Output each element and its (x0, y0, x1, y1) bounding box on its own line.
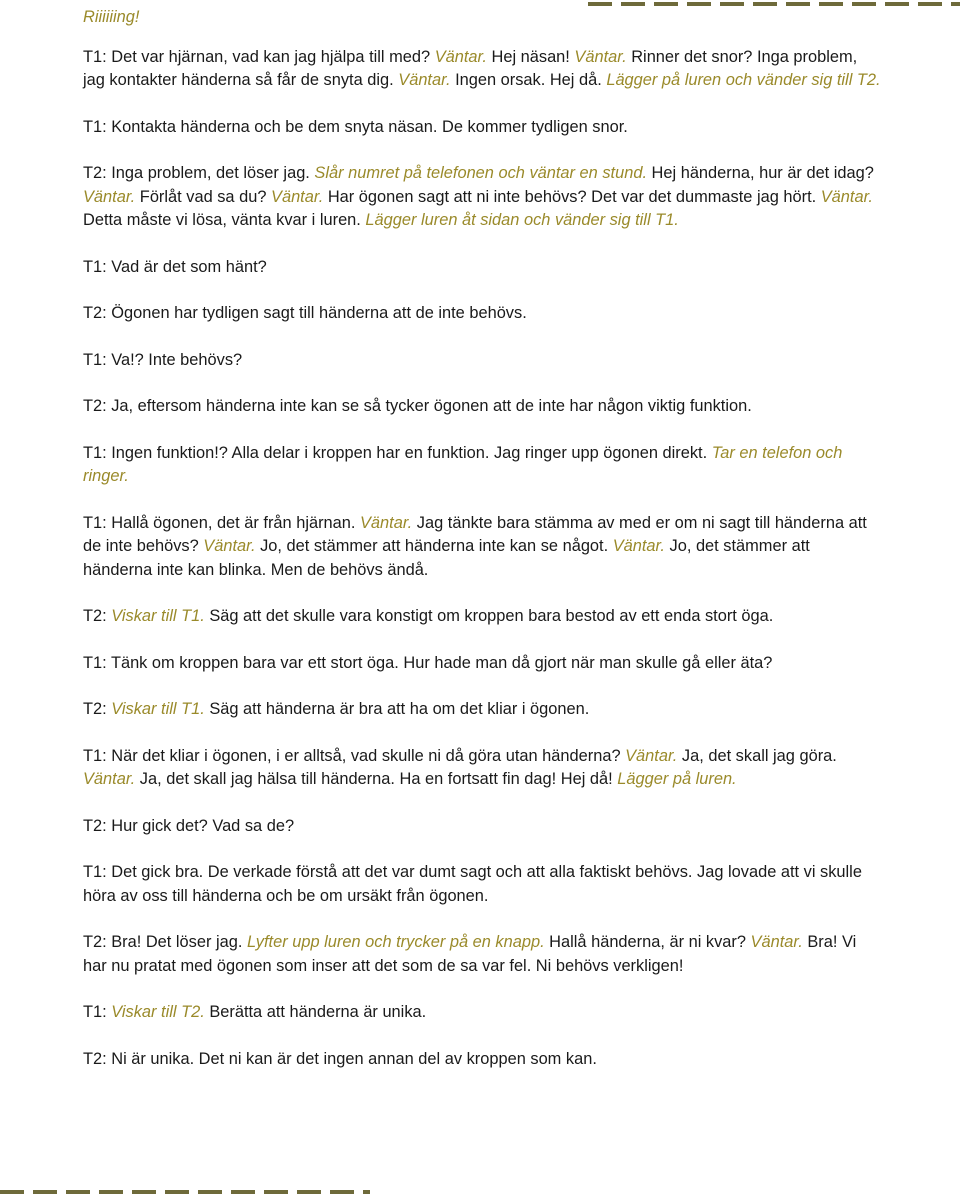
stage-direction: Väntar. (434, 47, 487, 66)
dialogue-paragraph (83, 652, 883, 676)
stage-direction: Väntar. (360, 513, 413, 532)
dialogue-text: Bra! Vi har nu pratat med ögonen som inser att det som de sa var fel. Ni behövs verkligen! (83, 933, 857, 975)
dialogue-text: Jo, det stämmer att händerna inte kan se något. (255, 537, 613, 555)
dialogue-text: T2: Hur gick det? Vad sa de? (83, 816, 295, 835)
dialogue-text: T1: Kontakta händerna och be dem snyta näsan. De kommer tydligen snor. (83, 117, 628, 136)
stage-direction: Väntar. (83, 187, 136, 206)
dialogue-text: T2: Inga problem, det löser jag. (83, 164, 315, 182)
dialogue-text: T2: Ögonen har tydligen sagt till händerna att de inte behövs. (83, 304, 527, 322)
stage-direction: Väntar. (625, 746, 678, 765)
dialogue-text: Säg att händerna är bra att ha om det kliar i ögonen. (204, 700, 590, 718)
dialogue-paragraph (83, 162, 883, 233)
dialogue-text: T1: Hallå ögonen, det är från hjärnan. (83, 513, 360, 532)
stage-direction: Lägger på luren och vänder sig till T2. (606, 71, 881, 89)
dialogue-text: T1: Ingen funktion!? Alla delar i kroppen har en funktion. Jag ringer upp ögonen direkt. (83, 443, 712, 462)
stage-direction: Riiiiiing! (83, 8, 140, 26)
stage-direction: Lägger luren åt sidan och vänder sig till T1. (365, 211, 679, 229)
dialogue-text: T1: Det gick bra. De verkade förstå att det var dumt sagt och att alla faktiskt behövs. Jag lovade att vi skulle höra av oss till händerna och be om ursäkt från ögonen. (83, 863, 862, 905)
dialogue-text: T2: Bra! Det löser jag. (83, 933, 247, 951)
dialogue-text: T2: Ja, eftersom händerna inte kan se så tycker ögonen att de inte har någon viktig funktion. (83, 397, 752, 415)
dialogue-text: Rinner det snor? Inga problem, jag kontakter händerna så får de snyta dig. (83, 47, 858, 89)
dialogue-paragraph (83, 46, 883, 93)
dialogue-text: Jo, det stämmer att händerna inte kan blinka. Men de behövs ändå. (83, 537, 810, 579)
dialogue-text: T1: När det kliar i ögonen, i er alltså, vad skulle ni då göra utan händerna? (83, 746, 626, 765)
dialogue-paragraph (83, 931, 883, 978)
stage-direction: Väntar. (750, 933, 803, 951)
dialogue-text: T2: Ni är unika. Det ni kan är det ingen annan del av kroppen som kan. (83, 1049, 597, 1068)
stage-direction: Viskar till T1. (111, 700, 205, 718)
dialogue-text: T1: Tänk om kroppen bara var ett stort öga. Hur hade man då gjort när man skulle gå eller äta? (83, 653, 773, 672)
script-text (83, 6, 883, 1094)
dialogue-text: Jag tänkte bara stämma av med er om ni sagt till händerna att de inte behövs? (83, 513, 867, 555)
dialogue-paragraph (83, 256, 883, 280)
dialogue-text: T1: (83, 1003, 112, 1021)
dialogue-text: Ja, det skall jag göra. (677, 746, 837, 765)
stage-direction: Slår numret på telefonen och väntar en stund. (314, 164, 647, 182)
dialogue-paragraph (83, 116, 883, 140)
dialogue-paragraph (83, 442, 883, 489)
stage-direction: Viskar till T2. (111, 1003, 205, 1021)
stage-direction: Väntar. (271, 187, 324, 206)
dialogue-paragraph (83, 1048, 883, 1072)
stage-direction: Lyfter upp luren och trycker på en knapp. (246, 933, 545, 951)
dialogue-paragraph (83, 698, 883, 722)
dialogue-text: Har ögonen sagt att ni inte behövs? Det var det dummaste jag hört. (323, 187, 821, 206)
dialogue-text: Säg att det skulle vara konstigt om kroppen bara bestod av ett enda stort öga. (204, 607, 774, 625)
stage-direction: Väntar. (612, 537, 665, 555)
dialogue-text: Ingen orsak. Hej då. (450, 71, 607, 89)
dialogue-paragraph (83, 302, 883, 326)
stage-direction: Väntar. (398, 71, 451, 89)
dialogue-paragraph (83, 349, 883, 373)
dialogue-text: Detta måste vi lösa, vänta kvar i luren. (83, 211, 366, 229)
stage-direction: Väntar. (574, 47, 627, 66)
dialogue-text: T1: Det var hjärnan, vad kan jag hjälpa till med? (83, 47, 435, 66)
dialogue-paragraph (83, 512, 883, 583)
dialogue-paragraph (83, 745, 883, 792)
dialogue-text: T1: Vad är det som hänt? (83, 257, 267, 276)
dialogue-text: Hej händerna, hur är det idag? (647, 164, 874, 182)
sound-effect-line (83, 6, 883, 30)
dialogue-paragraph (83, 395, 883, 419)
dialogue-text: Hej näsan! (486, 47, 575, 66)
dialogue-paragraph (83, 815, 883, 839)
stage-direction: Viskar till T1. (111, 607, 205, 625)
dialogue-paragraph (83, 1001, 883, 1025)
dialogue-text: Förlåt vad sa du? (135, 187, 272, 206)
dialogue-text: T2: (83, 607, 112, 625)
dialogue-text: Berätta att händerna är unika. (204, 1003, 427, 1021)
dialogue-text: T2: (83, 700, 112, 718)
stage-direction: Tar en telefon och ringer. (83, 443, 843, 485)
stage-direction: Väntar. (820, 187, 873, 206)
dialogue-text: T1: Va!? Inte behövs? (83, 350, 243, 369)
stage-direction: Väntar. (83, 770, 136, 788)
dialogue-text: Hallå händerna, är ni kvar? (544, 933, 751, 951)
stage-direction: Väntar. (203, 537, 256, 555)
dialogue-paragraph (83, 861, 883, 908)
dialogue-text: Ja, det skall jag hälsa till händerna. Ha en fortsatt fin dag! Hej då! (135, 770, 618, 788)
dialogue-paragraph (83, 605, 883, 629)
bottom-dashed-rule (0, 1190, 370, 1194)
stage-direction: Lägger på luren. (617, 770, 737, 788)
